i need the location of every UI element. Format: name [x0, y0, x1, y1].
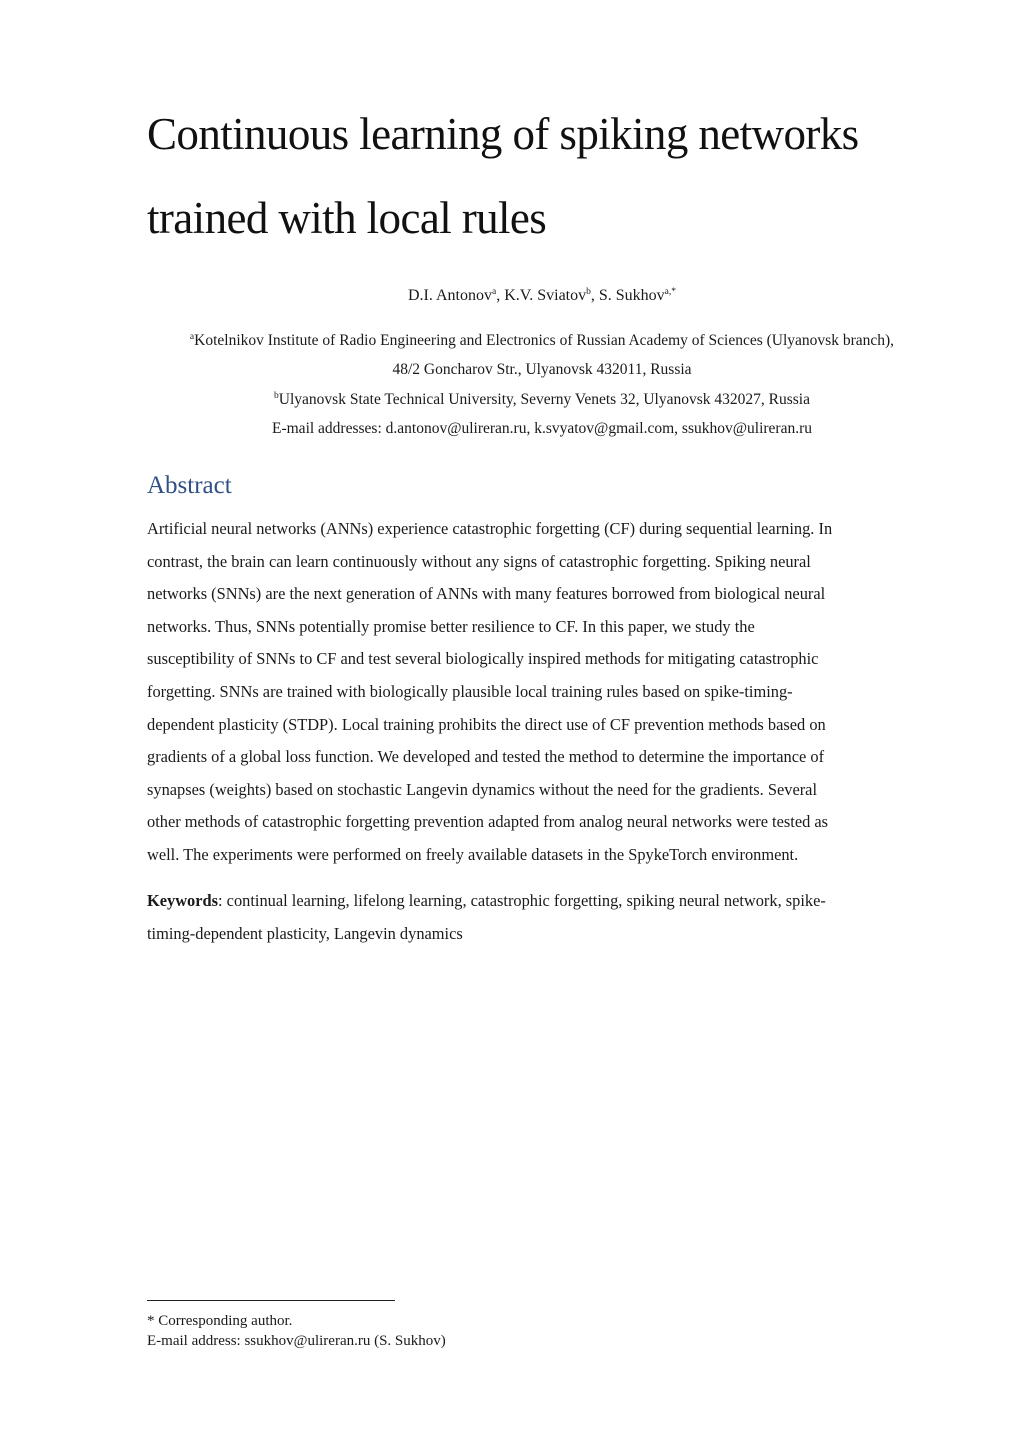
abstract-line: Artificial neural networks (ANNs) experience catastrophic forgetting (CF) during sequential learning. In: [147, 519, 833, 538]
affiliation-a-line-2: [0, 359, 1024, 381]
affiliation-text: Ulyanovsk State Technical University, Severny Venets 32, Ulyanovsk 432027, Russia: [278, 391, 810, 408]
abstract-line: networks. Thus, SNNs potentially promise better resilience to CF. In this paper, we study the: [147, 616, 755, 636]
keywords: [147, 885, 947, 950]
author-affiliation-mark: a: [491, 287, 497, 297]
email-text: E-mail addresses: d.antonov@ulireran.ru, k.svyatov@gmail.com, ssukhov@ulireran.ru: [272, 420, 812, 437]
abstract-line: contrast, the brain can learn continuously without any signs of catastrophic forgetting. Spiking neural: [147, 551, 811, 571]
author-affiliation-mark: a,*: [664, 287, 677, 297]
keywords-label: Keywords: [147, 891, 219, 910]
abstract-line: networks (SNNs) are the next generation of ANNs with many features borrowed from biological neural: [147, 584, 826, 604]
email-addresses: [0, 418, 1024, 440]
abstract-heading: Abstract: [147, 472, 232, 499]
author-separator: ,: [590, 287, 599, 304]
abstract-body: [147, 513, 947, 872]
affiliation-b: [0, 389, 1024, 411]
title-line-2: trained with local rules: [147, 193, 547, 243]
abstract-line: forgetting. SNNs are trained with biologically plausible local training rules based on spike-timing-: [147, 681, 793, 701]
affiliation-a-line-1: [0, 330, 1024, 352]
keywords-line-1: [147, 885, 947, 918]
abstract-line: other methods of catastrophic forgetting prevention adapted from analog neural networks were tested as: [147, 812, 829, 832]
footnote-divider: [147, 1300, 395, 1301]
author-list: [0, 284, 1024, 308]
keywords-line-2: timing-dependent plasticity, Langevin dynamics: [147, 923, 463, 943]
abstract-line: susceptibility of SNNs to CF and test several biologically inspired methods for mitigating catastrophic: [147, 649, 819, 669]
paper-title: [147, 92, 947, 260]
abstract-line: dependent plasticity (STDP). Local training prohibits the direct use of CF prevention methods based on: [147, 714, 826, 734]
affiliation-mark: b: [274, 391, 279, 401]
abstract-line: gradients of a global loss function. We developed and tested the method to determine the importance of: [147, 747, 825, 767]
author-affiliation-mark: b: [586, 287, 591, 297]
affiliation-mark: a: [189, 332, 195, 342]
keywords-text: : continual learning, lifelong learning, catastrophic forgetting, spiking neural network, spike-: [218, 891, 826, 910]
author-name: D.I. Antonov: [407, 287, 492, 304]
affiliation-text: 48/2 Goncharov Str., Ulyanovsk 432011, Russia: [392, 361, 692, 378]
footnote-corresponding: * Corresponding author.: [147, 1313, 293, 1329]
affiliation-text: Kotelnikov Institute of Radio Engineering and Electronics of Russian Academy of Sciences (Ulyanovsk branch),: [194, 332, 895, 349]
author-name: K.V. Sviatov: [504, 287, 587, 304]
author-name: S. Sukhov: [598, 287, 665, 304]
title-line-1: Continuous learning of spiking networks: [147, 109, 859, 159]
abstract-line: synapses (weights) based on stochastic Langevin dynamics without the need for the gradients. Several: [147, 779, 818, 799]
footnote-email: E-mail address: ssukhov@ulireran.ru (S. Sukhov): [147, 1333, 446, 1349]
author-separator: ,: [496, 287, 505, 304]
abstract-line: well. The experiments were performed on freely available datasets in the SpykeTorch environment.: [147, 844, 799, 864]
